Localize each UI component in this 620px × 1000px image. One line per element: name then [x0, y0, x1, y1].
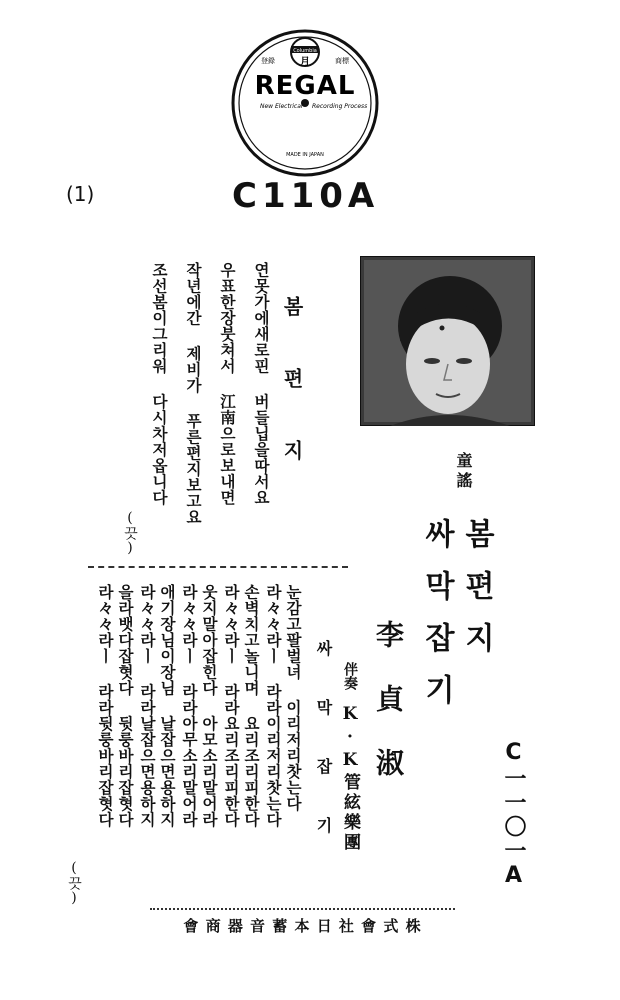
svg-text:月: 月: [300, 57, 310, 68]
singer-portrait-photo: [360, 256, 535, 426]
song1-end-mark: (끗): [122, 510, 138, 556]
song2-line-1: 눈감고팔벌녀 이리저리찻는다: [284, 584, 303, 812]
song2-line-5: 웃지말아잡힌다 아모소리말어라: [200, 584, 219, 828]
label-brand: REGAL: [254, 71, 356, 101]
singer-name: 李貞淑: [372, 620, 405, 812]
song2-line-8: 라々々라ㅣ 라라날잡으면용하지: [138, 584, 157, 828]
song1-line-2: 우표한장붓쳐서 江南으로보내면: [218, 262, 237, 506]
label-bottom: MADE IN JAPAN: [286, 152, 324, 158]
song2-line-7: 애기장님이장님 날잡으면용하지: [158, 584, 177, 828]
publisher-footer: 會 商 器 音 蓄 本 日 社 會 式 株: [183, 917, 422, 935]
song2-line-10: 라々々라ㅣ 라라뒷룽바리잡혓다: [96, 584, 115, 828]
regal-record-label: [230, 28, 380, 178]
song2-title: 싸 막 잡 기: [314, 640, 333, 845]
page-number: (1): [66, 182, 95, 206]
record-title-a: 봄편지: [459, 518, 494, 674]
label-line-right: Recording Process: [312, 103, 368, 110]
song2-line-3: 손벽치고놀니며 요리조리피한다: [242, 584, 261, 828]
label-right-mark: 商標: [335, 57, 349, 65]
section-divider: [88, 566, 348, 568]
catalog-number-vertical: C一一〇一A: [501, 740, 526, 890]
accompaniment-orchestra: K·K管絃樂團: [340, 704, 360, 853]
label-left-mark: 登錄: [261, 57, 275, 65]
footer-divider: [150, 908, 455, 910]
song2-line-4: 라々々라ㅣ 라라요리조리피한다: [222, 584, 241, 828]
song2-line-2: 라々々라ㅣ 라라이리저리찻는다: [264, 584, 283, 828]
song2-line-9: 을라뱃다잡혓다 뒷룽바리잡혓다: [116, 584, 135, 828]
song2-end-mark: (끗): [66, 860, 82, 906]
song1-title: 봄 편 지: [280, 296, 304, 474]
catalog-number: C110A: [232, 176, 380, 216]
accompaniment-label: 伴奏: [342, 662, 358, 690]
genre-label: 童謠: [454, 452, 473, 492]
song1-line-1: 연못가에새로핀 버들닙을따서요: [252, 262, 271, 506]
song1-line-4: 조선봄이그리워 다시차저옵니다: [150, 262, 169, 506]
label-small-top: Columbia: [293, 48, 317, 54]
label-line-left: New Electrical: [260, 103, 303, 110]
song2-line-6: 라々々라ㅣ 라라아무소리말어라: [180, 584, 199, 828]
song1-line-3: 작년에간 제비가 푸른편지보고요: [184, 262, 203, 525]
record-title-b: 싸막잡기: [419, 518, 454, 726]
